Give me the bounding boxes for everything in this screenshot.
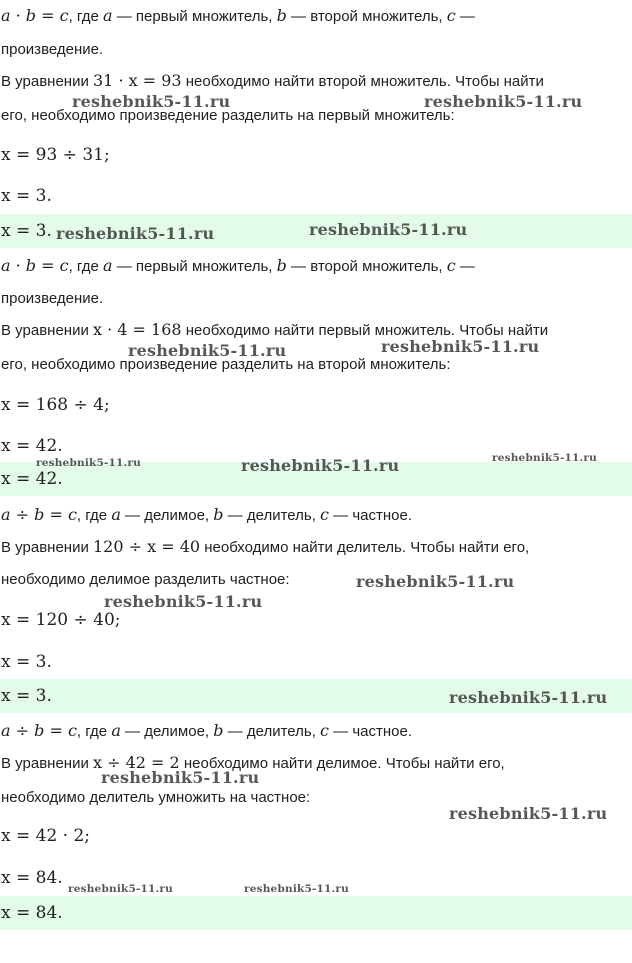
step-4-2: x = 84. xyxy=(1,868,63,888)
rule-line-2: a · b = c, где a — первый множитель, b — второй множитель, c — xyxy=(1,256,475,275)
step-1-1: x = 93 ÷ 31; xyxy=(1,145,110,165)
watermark: reshebnik5-11.ru xyxy=(128,341,287,360)
rule-line-1: a · b = c, где a — первый множитель, b — второй множитель, c — xyxy=(1,6,475,25)
explanation-cont-4: необходимо делитель умножить на частное: xyxy=(1,789,311,806)
watermark: reshebnik5-11.ru xyxy=(104,592,263,611)
explanation-cont-1: его, необходимо произведение разделить на первый множитель: xyxy=(1,107,455,124)
step-2-2: x = 42. xyxy=(1,436,63,456)
watermark: reshebnik5-11.ru xyxy=(101,768,260,787)
rule-line-4: a ÷ b = c, где a — делимое, b — делитель, c — частное. xyxy=(1,721,412,740)
watermark: reshebnik5-11.ru xyxy=(356,572,515,591)
watermark: reshebnik5-11.ru xyxy=(309,220,468,239)
watermark: reshebnik5-11.ru xyxy=(68,883,173,895)
answer-1: x = 3. xyxy=(1,221,52,241)
watermark: reshebnik5-11.ru xyxy=(449,688,608,707)
step-1-2: x = 3. xyxy=(1,186,52,206)
watermark: reshebnik5-11.ru xyxy=(381,337,540,356)
answer-band-4 xyxy=(0,896,632,930)
watermark: reshebnik5-11.ru xyxy=(241,456,400,475)
watermark: reshebnik5-11.ru xyxy=(449,804,608,823)
watermark: reshebnik5-11.ru xyxy=(244,883,349,895)
rule-line-3: a ÷ b = c, где a — делимое, b — делитель, c — частное. xyxy=(1,505,412,524)
watermark: reshebnik5-11.ru xyxy=(36,457,141,469)
explanation-1: В уравнении 31 · x = 93 необходимо найти второй множитель. Чтобы найти xyxy=(1,71,544,90)
step-3-2: x = 3. xyxy=(1,652,52,672)
step-3-1: x = 120 ÷ 40; xyxy=(1,610,121,630)
watermark: reshebnik5-11.ru xyxy=(424,92,583,111)
answer-3: x = 3. xyxy=(1,686,52,706)
step-4-1: x = 42 · 2; xyxy=(1,826,91,846)
explanation-cont-3: необходимо делимое разделить частное: xyxy=(1,571,290,588)
explanation-3: В уравнении 120 ÷ x = 40 необходимо найти делитель. Чтобы найти его, xyxy=(1,537,530,556)
watermark: reshebnik5-11.ru xyxy=(492,452,597,464)
watermark: reshebnik5-11.ru xyxy=(56,224,215,243)
explanation-cont-2: его, необходимо произведение разделить на второй множитель: xyxy=(1,356,451,373)
answer-4: x = 84. xyxy=(1,903,63,923)
step-2-1: x = 168 ÷ 4; xyxy=(1,395,110,415)
rule-cont-1: произведение. xyxy=(1,41,104,58)
rule-cont-2: произведение. xyxy=(1,290,104,307)
explanation-2: В уравнении x · 4 = 168 необходимо найти первый множитель. Чтобы найти xyxy=(1,320,549,339)
answer-2: x = 42. xyxy=(1,469,63,489)
watermark: reshebnik5-11.ru xyxy=(72,92,231,111)
explanation-4: В уравнении x ÷ 42 = 2 необходимо найти делимое. Чтобы найти его, xyxy=(1,753,505,772)
